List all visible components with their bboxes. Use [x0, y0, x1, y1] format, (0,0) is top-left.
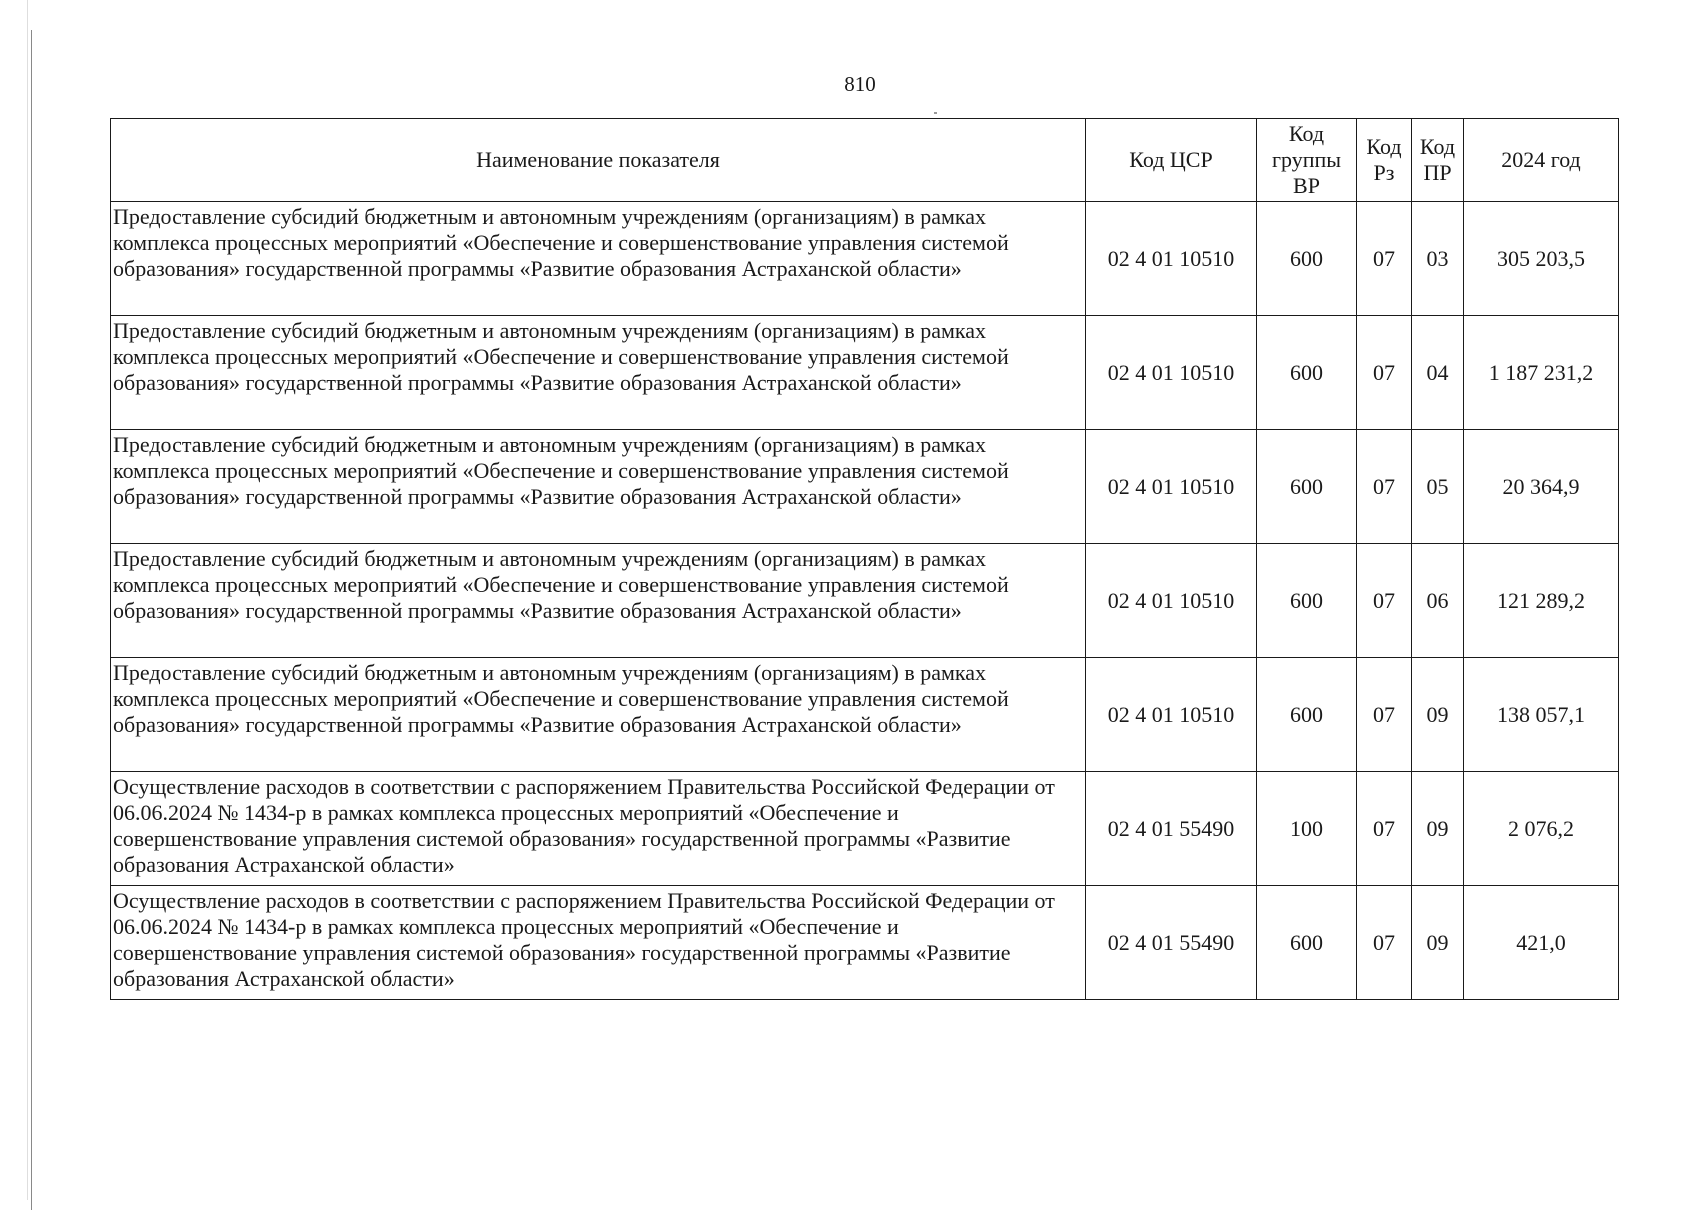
row-amount: 1 187 231,2	[1464, 316, 1619, 430]
row-csr: 02 4 01 55490	[1086, 886, 1257, 1000]
row-name: Предоставление субсидий бюджетным и автономным учреждениям (организациям) в рамках комплекса процессных мероприятий «Обеспечение и совершенствование управления системой образования» государственной программы «Развитие образования Астраханской области»	[111, 544, 1086, 658]
row-pr: 04	[1412, 316, 1464, 430]
row-amount: 305 203,5	[1464, 202, 1619, 316]
scan-edge	[31, 30, 32, 1210]
row-name: Предоставление субсидий бюджетным и автономным учреждениям (организациям) в рамках комплекса процессных мероприятий «Обеспечение и совершенствование управления системой образования» государственной программы «Развитие образования Астраханской области»	[111, 316, 1086, 430]
table-row	[111, 658, 1619, 772]
row-csr: 02 4 01 10510	[1086, 202, 1257, 316]
table-row	[111, 544, 1619, 658]
header-name: Наименование показателя	[111, 119, 1086, 202]
row-amount: 138 057,1	[1464, 658, 1619, 772]
row-rz: 07	[1357, 772, 1412, 886]
row-vr: 600	[1257, 430, 1357, 544]
table-row	[111, 202, 1619, 316]
row-name: Осуществление расходов в соответствии с распоряжением Правительства Российской Федерации от 06.06.2024 № 1434-р в рамках комплекса процессных мероприятий «Обеспечение и совершенствование управления системой образования» государственной программы «Развитие образования Астраханской области»	[111, 886, 1086, 1000]
row-pr: 05	[1412, 430, 1464, 544]
row-vr: 600	[1257, 316, 1357, 430]
row-amount: 2 076,2	[1464, 772, 1619, 886]
row-rz: 07	[1357, 430, 1412, 544]
budget-table	[110, 118, 1619, 1000]
table-row	[111, 772, 1619, 886]
row-name: Предоставление субсидий бюджетным и автономным учреждениям (организациям) в рамках комплекса процессных мероприятий «Обеспечение и совершенствование управления системой образования» государственной программы «Развитие образования Астраханской области»	[111, 430, 1086, 544]
row-name: Предоставление субсидий бюджетным и автономным учреждениям (организациям) в рамках комплекса процессных мероприятий «Обеспечение и совершенствование управления системой образования» государственной программы «Развитие образования Астраханской области»	[111, 202, 1086, 316]
scan-edge-faint	[27, 0, 28, 1200]
table-row	[111, 886, 1619, 1000]
row-vr: 600	[1257, 658, 1357, 772]
row-rz: 07	[1357, 886, 1412, 1000]
header-row	[111, 119, 1619, 202]
row-csr: 02 4 01 10510	[1086, 430, 1257, 544]
row-vr: 600	[1257, 886, 1357, 1000]
row-name: Предоставление субсидий бюджетным и автономным учреждениям (организациям) в рамках комплекса процессных мероприятий «Обеспечение и совершенствование управления системой образования» государственной программы «Развитие образования Астраханской области»	[111, 658, 1086, 772]
row-amount: 121 289,2	[1464, 544, 1619, 658]
header-rz: Код Рз	[1357, 119, 1412, 202]
row-rz: 07	[1357, 202, 1412, 316]
page-number: 810	[844, 72, 876, 96]
row-pr: 09	[1412, 658, 1464, 772]
header-pr: Код ПР	[1412, 119, 1464, 202]
row-pr: 06	[1412, 544, 1464, 658]
row-csr: 02 4 01 55490	[1086, 772, 1257, 886]
row-pr: 09	[1412, 886, 1464, 1000]
row-amount: 421,0	[1464, 886, 1619, 1000]
header-year: 2024 год	[1464, 119, 1619, 202]
row-csr: 02 4 01 10510	[1086, 316, 1257, 430]
table-header	[111, 119, 1619, 202]
row-rz: 07	[1357, 544, 1412, 658]
row-vr: 600	[1257, 202, 1357, 316]
header-vr: Код группы ВР	[1257, 119, 1357, 202]
row-amount: 20 364,9	[1464, 430, 1619, 544]
table-body	[111, 202, 1619, 1000]
scan-speck	[934, 112, 937, 114]
row-pr: 09	[1412, 772, 1464, 886]
row-vr: 600	[1257, 544, 1357, 658]
header-csr: Код ЦСР	[1086, 119, 1257, 202]
table-row	[111, 430, 1619, 544]
row-rz: 07	[1357, 316, 1412, 430]
row-csr: 02 4 01 10510	[1086, 658, 1257, 772]
row-pr: 03	[1412, 202, 1464, 316]
row-csr: 02 4 01 10510	[1086, 544, 1257, 658]
table-row	[111, 316, 1619, 430]
row-name: Осуществление расходов в соответствии с распоряжением Правительства Российской Федерации от 06.06.2024 № 1434-р в рамках комплекса процессных мероприятий «Обеспечение и совершенствование управления системой образования» государственной программы «Развитие образования Астраханской области»	[111, 772, 1086, 886]
row-rz: 07	[1357, 658, 1412, 772]
row-vr: 100	[1257, 772, 1357, 886]
